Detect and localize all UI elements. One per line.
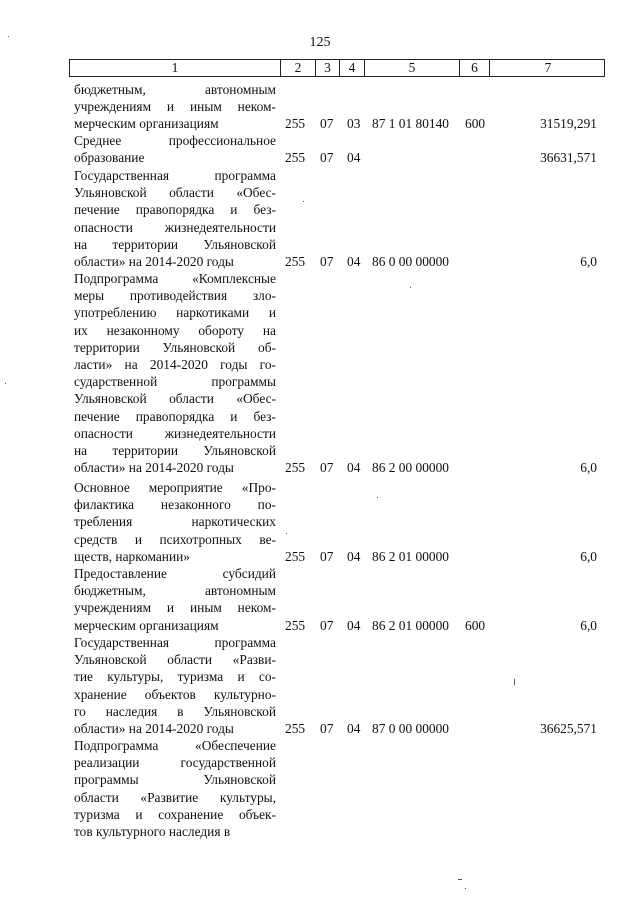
- table-header-row: [69, 59, 605, 77]
- cell-c2: 255: [285, 116, 306, 132]
- cell-c7: 6,0: [580, 254, 597, 269]
- column-header-1: 1: [171, 60, 179, 75]
- description-line: Подпрограмма «Комплексные: [74, 271, 276, 286]
- cell-c4: 04: [347, 548, 361, 564]
- page-number: 125: [309, 35, 331, 50]
- row-description: [74, 167, 276, 270]
- row-description: [74, 737, 276, 840]
- description-line: области» на 2014-2020 годы: [74, 253, 234, 269]
- cell-c2: 255: [285, 460, 306, 476]
- description-line: образование: [74, 150, 145, 166]
- cell-c2: 255: [285, 150, 306, 166]
- scan-speck: [410, 287, 411, 288]
- column-header-5: 5: [364, 60, 459, 76]
- scan-speck: [5, 383, 6, 384]
- scan-speck: [377, 497, 378, 498]
- scan-speck: [514, 679, 515, 685]
- row-description: [74, 479, 276, 565]
- row-description: [74, 132, 276, 166]
- description-line: Предоставление субсидий: [74, 566, 276, 581]
- description-line: печение правопорядка и без-: [74, 408, 276, 424]
- cell-c2: 255: [285, 548, 306, 564]
- description-line: тие культуры, туризма и со-: [74, 669, 276, 685]
- description-line: опасности жизнедеятельности: [74, 425, 276, 441]
- row-description: [74, 81, 276, 133]
- description-line: Среднее профессиональное: [74, 133, 276, 148]
- cell-c7: 31519,291: [540, 116, 597, 132]
- description-line: ществ, наркомании»: [74, 548, 190, 564]
- cell-c5: 86 2 00 00000: [372, 460, 449, 476]
- description-line: их незаконному обороту на: [74, 322, 276, 338]
- cell-c2: 255: [285, 254, 306, 269]
- description-line: области «Развитие культуры,: [74, 789, 276, 805]
- column-header-4: 4: [339, 60, 364, 76]
- cell-c7: 36631,571: [540, 150, 597, 166]
- description-line: территории Ульяновской об-: [74, 339, 276, 355]
- column-header-6: 6: [459, 60, 489, 76]
- cell-c4: 04: [347, 460, 361, 476]
- description-line: опасности жизнедеятельности: [74, 219, 276, 235]
- cell-c3: 07: [320, 721, 334, 736]
- description-line: области» на 2014-2020 годы: [74, 460, 234, 476]
- description-line: тов культурного наследия в: [74, 823, 231, 839]
- description-line: туризма и сохранение объек-: [74, 806, 276, 822]
- description-line: Ульяновской области «Обес-: [74, 185, 276, 201]
- description-line: средств и психотропных ве-: [74, 531, 276, 547]
- column-header-7: 7: [489, 60, 606, 76]
- cell-c7: 6,0: [580, 548, 597, 564]
- row-description: [74, 634, 276, 737]
- cell-c4: 04: [347, 150, 361, 166]
- description-line: мерческим организациям: [74, 116, 219, 132]
- description-line: на территории Ульяновской: [74, 442, 276, 458]
- column-header-3: 3: [315, 60, 339, 76]
- cell-c3: 07: [320, 460, 334, 476]
- scan-speck: [8, 36, 9, 37]
- cell-c5: 86 2 01 00000: [372, 617, 449, 633]
- description-line: бюджетным, автономным: [74, 82, 276, 97]
- row-description: [74, 565, 276, 634]
- description-line: Государственная программа: [74, 635, 276, 650]
- cell-c4: 04: [347, 254, 361, 269]
- cell-c7: 36625,571: [540, 721, 597, 736]
- cell-c4: 03: [347, 116, 361, 132]
- cell-c4: 04: [347, 721, 361, 736]
- description-line: мерческим организациям: [74, 617, 219, 633]
- description-line: ласти» на 2014-2020 годы го-: [74, 356, 276, 372]
- scan-speck: [458, 879, 462, 880]
- cell-c3: 07: [320, 548, 334, 564]
- cell-c5: 87 1 01 80140: [372, 116, 449, 132]
- description-line: сударственной программы: [74, 374, 276, 390]
- description-line: го наследия в Ульяновской: [74, 703, 276, 719]
- cell-c3: 07: [320, 116, 334, 132]
- description-line: Подпрограмма «Обеспечение: [74, 738, 276, 753]
- description-line: Основное мероприятие «Про-: [74, 480, 276, 495]
- description-line: бюджетным, автономным: [74, 583, 276, 599]
- description-line: Государственная программа: [74, 168, 276, 183]
- description-line: учреждениям и иным неком-: [74, 99, 276, 115]
- description-line: требления наркотических: [74, 514, 276, 530]
- description-line: Ульяновской области «Разви-: [74, 652, 276, 668]
- description-line: программы Ульяновской: [74, 772, 276, 788]
- cell-c6: 600: [465, 116, 486, 132]
- description-line: печение правопорядка и без-: [74, 202, 276, 218]
- description-line: области» на 2014-2020 годы: [74, 720, 234, 736]
- description-line: учреждениям и иным неком-: [74, 600, 276, 616]
- cell-c2: 255: [285, 721, 306, 736]
- scan-speck: [303, 201, 304, 202]
- description-line: на территории Ульяновской: [74, 236, 276, 252]
- description-line: хранение объектов культурно-: [74, 686, 276, 702]
- cell-c5: 87 0 00 00000: [372, 721, 449, 736]
- description-line: филактика незаконного по-: [74, 497, 276, 513]
- cell-c5: 86 2 01 00000: [372, 548, 449, 564]
- cell-c4: 04: [347, 617, 361, 633]
- scan-speck: [286, 533, 287, 534]
- cell-c7: 6,0: [580, 460, 597, 476]
- scan-speck: [465, 888, 466, 889]
- cell-c2: 255: [285, 617, 306, 633]
- description-line: употреблению наркотиками и: [74, 305, 276, 321]
- cell-c3: 07: [320, 254, 334, 269]
- cell-c6: 600: [465, 617, 486, 633]
- description-line: меры противодействия зло-: [74, 288, 276, 304]
- row-description: [74, 270, 276, 476]
- cell-c7: 6,0: [580, 617, 597, 633]
- cell-c3: 07: [320, 150, 334, 166]
- description-line: реализации государственной: [74, 755, 276, 771]
- cell-c5: 86 0 00 00000: [372, 254, 449, 269]
- column-header-2: 2: [280, 60, 315, 76]
- cell-c3: 07: [320, 617, 334, 633]
- description-line: Ульяновской области «Обес-: [74, 391, 276, 407]
